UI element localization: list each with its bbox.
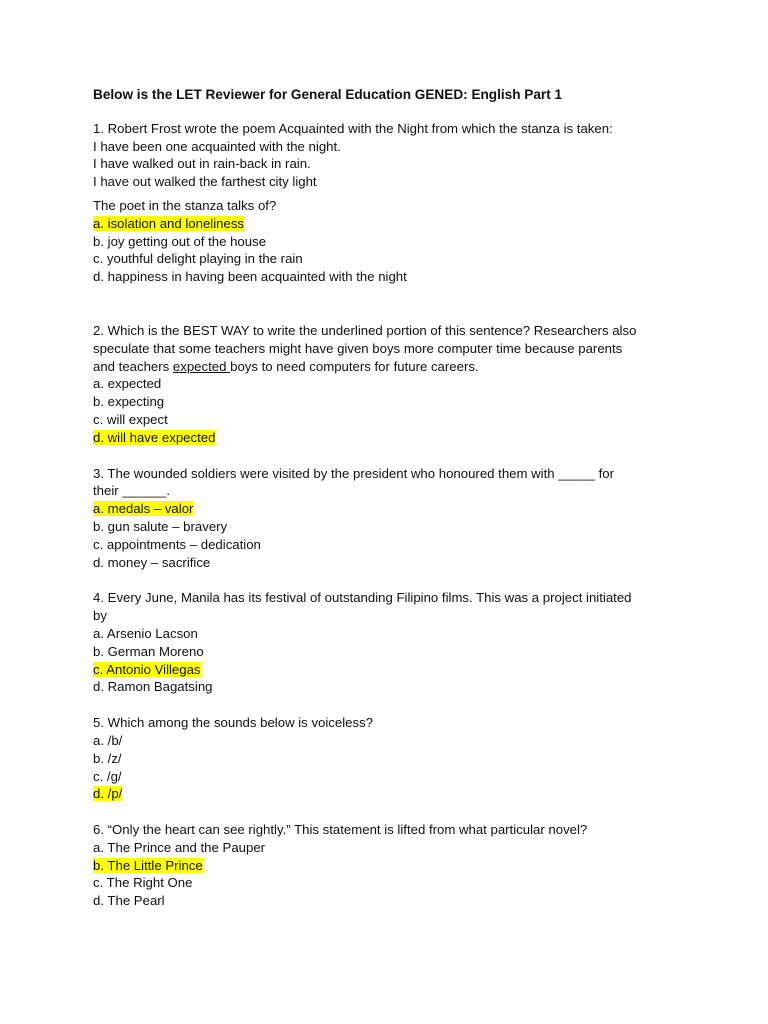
answer-choice-highlighted: b. The Little Prince bbox=[93, 857, 203, 873]
answer-choice-highlighted: a. isolation and loneliness bbox=[93, 215, 245, 231]
question-4 bbox=[93, 589, 708, 696]
question-stem: 1. Robert Frost wrote the poem Acquainted with the Night from which the stanza is taken: bbox=[93, 120, 613, 136]
answer-choice-highlighted: d. /p/ bbox=[93, 786, 123, 802]
answer-choice: b. /z/ bbox=[93, 750, 122, 766]
answer-choice: d. happiness in having been acquainted with the night bbox=[93, 269, 407, 285]
question-1 bbox=[93, 120, 708, 286]
answer-choice: a. The Prince and the Pauper bbox=[93, 839, 266, 855]
question-stem: 5. Which among the sounds below is voiceless? bbox=[93, 715, 374, 731]
answer-choice: b. gun salute – bravery bbox=[93, 518, 228, 534]
question-6 bbox=[93, 821, 708, 910]
answer-choice-highlighted: d. will have expected bbox=[93, 429, 216, 445]
question-stem: and teachers expected boys to need computers for future careers. bbox=[93, 358, 479, 374]
question-2 bbox=[93, 322, 708, 447]
answer-choice: c. youthful delight playing in the rain bbox=[93, 251, 303, 267]
answer-choice: a. /b/ bbox=[93, 732, 123, 748]
answer-choice: c. /g/ bbox=[93, 768, 122, 784]
question-stem: 4. Every June, Manila has its festival of outstanding Filipino films. This was a project initiated bbox=[93, 590, 632, 606]
answer-choice: c. The Right One bbox=[93, 875, 193, 891]
answer-choice: c. appointments – dedication bbox=[93, 536, 261, 552]
answer-choice: b. German Moreno bbox=[93, 643, 204, 659]
question-stem: by bbox=[93, 608, 107, 624]
question-3 bbox=[93, 465, 708, 572]
answer-choice: b. joy getting out of the house bbox=[93, 233, 267, 249]
question-stem: speculate that some teachers might have given boys more computer time because parents bbox=[93, 340, 623, 356]
stanza-line: I have out walked the farthest city light bbox=[93, 174, 317, 190]
question-stem: 2. Which is the BEST WAY to write the underlined portion of this sentence? Researchers also bbox=[93, 322, 637, 338]
question-stem: their ______. bbox=[93, 483, 170, 499]
answer-choice: a. expected bbox=[93, 376, 162, 392]
answer-choice: d. Ramon Bagatsing bbox=[93, 679, 213, 695]
underlined-portion: expected bbox=[172, 358, 231, 374]
question-prompt: The poet in the stanza talks of? bbox=[93, 197, 277, 213]
answer-choice-highlighted: c. Antonio Villegas bbox=[93, 661, 201, 677]
answer-choice-highlighted: a. medals – valor bbox=[93, 501, 194, 517]
answer-choice: c. will expect bbox=[93, 411, 168, 427]
question-stem: 6. “Only the heart can see rightly.” This statement is lifted from what particular novel? bbox=[93, 822, 588, 838]
answer-choice: d. The Pearl bbox=[93, 893, 165, 909]
question-5 bbox=[93, 714, 708, 803]
document-title: Below is the LET Reviewer for General Education GENED: English Part 1 bbox=[93, 87, 563, 102]
stanza-line: I have walked out in rain-back in rain. bbox=[93, 156, 311, 172]
answer-choice: b. expecting bbox=[93, 394, 165, 410]
stanza-line: I have been one acquainted with the night. bbox=[93, 138, 341, 154]
question-stem: 3. The wounded soldiers were visited by the president who honoured them with _____ for bbox=[93, 465, 614, 481]
answer-choice: d. money – sacrifice bbox=[93, 554, 211, 570]
answer-choice: a. Arsenio Lacson bbox=[93, 625, 198, 641]
